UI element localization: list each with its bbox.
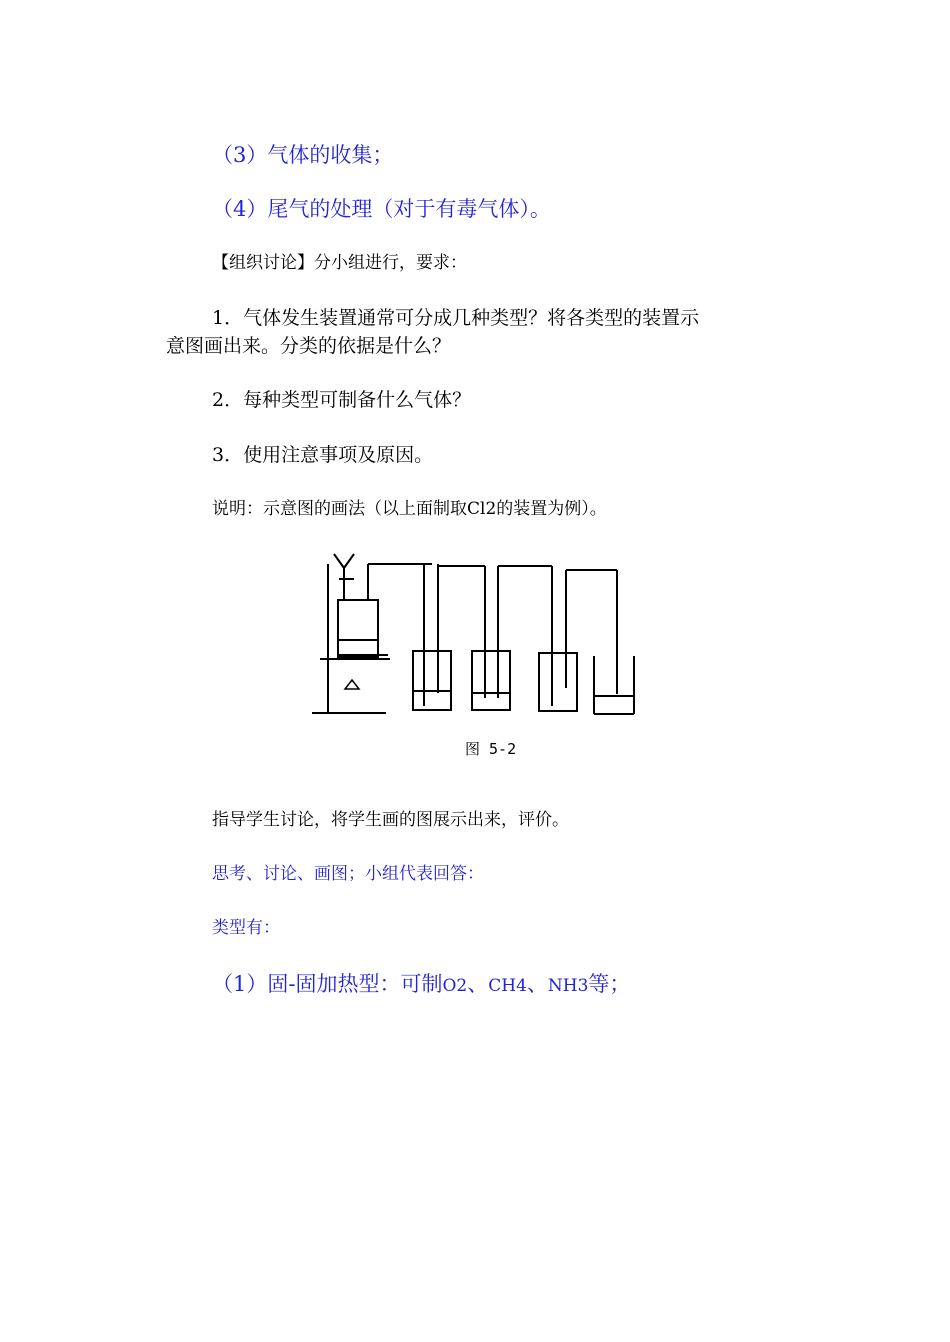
type-1-label: （1）固-固加热型：可制 <box>212 972 443 996</box>
cl2-apparatus-diagram <box>310 548 640 718</box>
gas-nh3: NH3 <box>547 976 589 996</box>
teacher-guidance: 指导学生讨论，将学生画的图展示出来，评价。 <box>212 810 569 830</box>
item-gas-collection: （3）气体的收集； <box>212 143 394 167</box>
type-1-solid-solid-heating <box>212 974 630 995</box>
types-heading: 类型有： <box>212 918 280 938</box>
gas-ch4: CH4 <box>488 976 527 996</box>
funnel-right <box>344 554 354 568</box>
discussion-heading: 【组织讨论】分小组进行，要求： <box>212 253 467 273</box>
type-1-end: 等； <box>588 972 631 996</box>
flask <box>338 600 378 657</box>
item-tail-gas-treatment: （4）尾气的处理（对于有毒气体）。 <box>212 197 551 221</box>
student-activity: 思考、讨论、画图；小组代表回答： <box>212 864 484 884</box>
figure-note: 说明：示意图的画法（以上面制取Cl2的装置为例）。 <box>212 499 607 519</box>
gas-o2: O2 <box>442 976 468 996</box>
question-1-line-1: 1．气体发生装置通常可分成几种类型？将各类型的装置示 <box>212 307 700 329</box>
figure-caption: 图 5-2 <box>465 740 517 758</box>
separator: 、 <box>526 972 548 996</box>
question-1-line-2: 意图画出来。分类的依据是什么？ <box>166 335 452 357</box>
funnel-left <box>334 554 344 568</box>
bottle-2 <box>472 651 510 710</box>
separator: 、 <box>467 972 489 996</box>
question-3: 3．使用注意事项及原因。 <box>212 444 434 466</box>
question-2: 2．每种类型可制备什么气体？ <box>212 389 472 411</box>
bottle-3 <box>539 653 577 711</box>
bottle-1 <box>413 651 451 710</box>
burner-flame <box>345 680 359 689</box>
